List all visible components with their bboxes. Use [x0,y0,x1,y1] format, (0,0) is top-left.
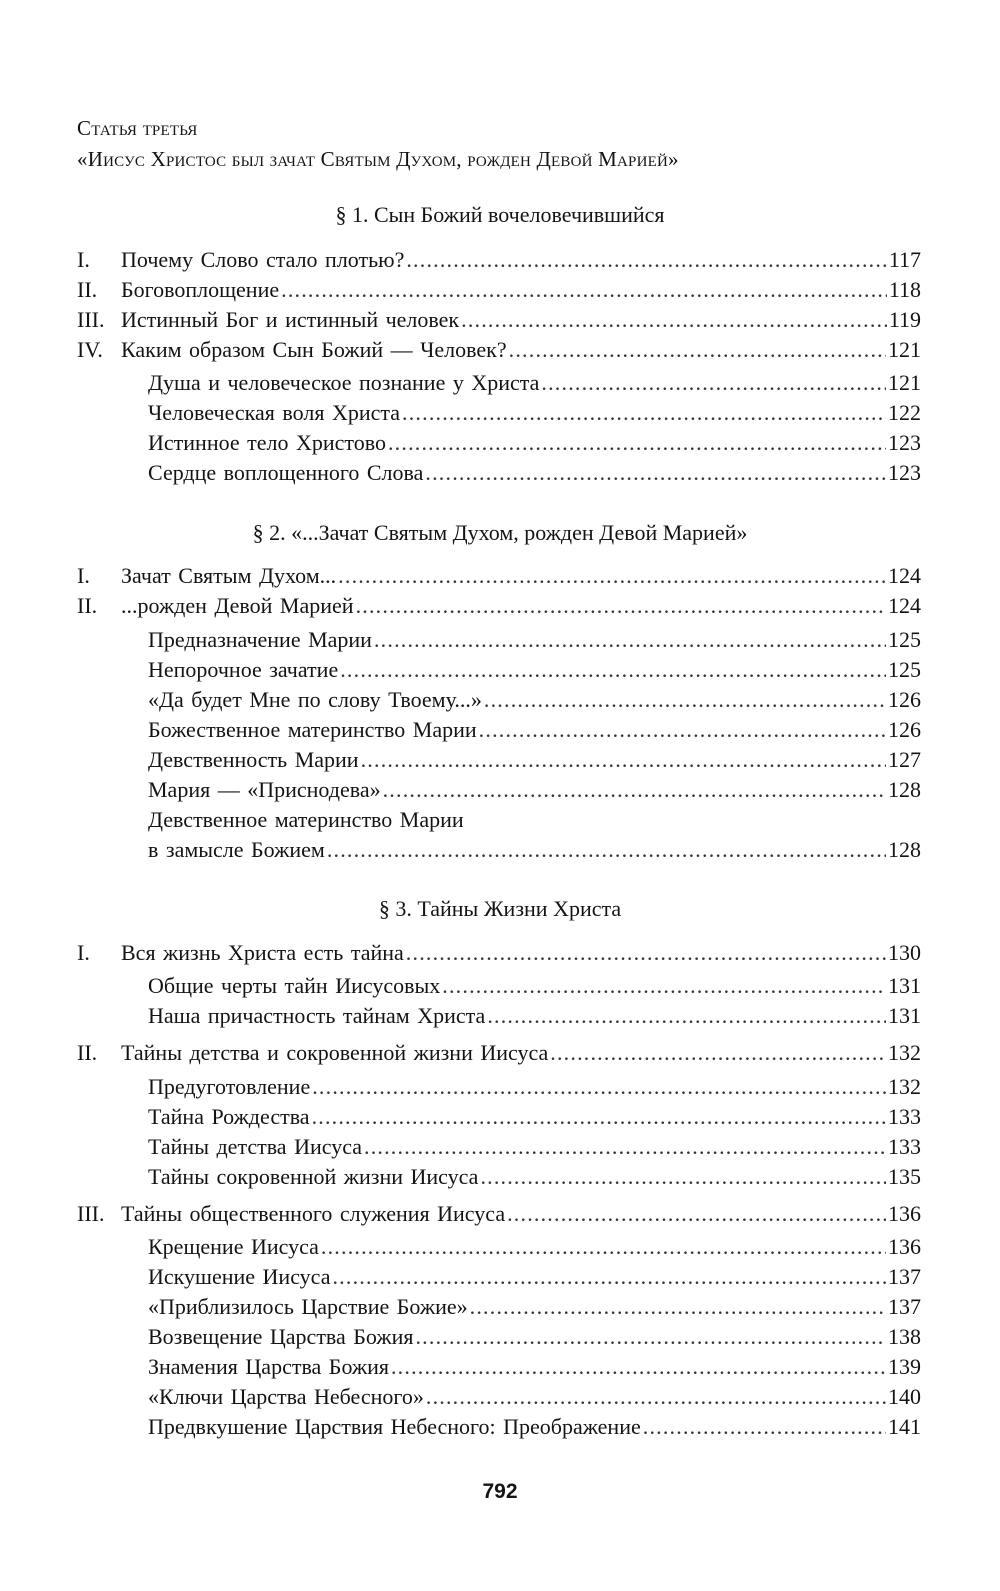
entry-title: Тайны общественного служения Иисуса [121,1201,506,1226]
entry-page: 123 [888,460,921,485]
entry-page: 130 [888,940,921,965]
entry-title: «Приблизилось Царствие Божие» [148,1294,468,1319]
entry-page: 125 [888,627,921,652]
entry-page: 133 [888,1104,921,1129]
toc-subentry[interactable] [148,1352,921,1382]
entry-title: Предвкушение Царствия Небесного: Преображение [148,1414,641,1439]
entry-page: 131 [888,1003,921,1028]
dot-leader [415,1322,886,1352]
entry-page: 128 [888,837,921,862]
entry-title-continuation: в замысле Божием [148,837,325,862]
dot-leader [338,561,886,591]
dot-leader [484,685,886,715]
section-title: § 1. Сын Божий вочеловечившийся [335,202,665,227]
entry-number: IV. [77,337,103,362]
entry-page: 119 [888,307,921,332]
toc-subentry[interactable] [148,715,921,745]
dot-leader [364,1132,886,1162]
toc-subentry[interactable] [148,1292,921,1322]
entry-title: Предназначение Марии [148,627,372,652]
entry-title: «Да будет Мне по слову Твоему...» [148,687,482,712]
toc-subentry[interactable] [148,1232,921,1262]
entry-page: 124 [888,593,921,618]
entry-title: Божественное материнство Марии [148,717,477,742]
entry-title: Сердце воплощенного Слова [148,460,424,485]
entry-title: ...рожден Девой Марией [121,593,354,618]
article-subtitle: «Иисус Христос был зачат Святым Духом, рожден Девой Марией» [77,147,679,171]
toc-subentry[interactable] [148,1322,921,1352]
toc-subentry[interactable] [148,775,921,805]
dot-leader [281,275,887,305]
toc-entry[interactable] [77,938,921,968]
entry-number: II. [77,593,98,618]
entry-number: III. [77,307,105,332]
toc-subentry[interactable] [148,428,921,458]
page-number: 792 [482,1480,518,1503]
dot-leader [312,1072,886,1102]
entry-title: Вся жизнь Христа есть тайна [121,940,404,965]
entry-page: 117 [888,247,921,272]
section-title: § 2. «...Зачат Святым Духом, рожден Девой Марией» [252,520,748,545]
entry-title: Душа и человеческое познание у Христа [148,370,540,395]
dot-leader [509,335,886,365]
entry-title: Почему Слово стало плотью? [121,247,405,272]
dot-leader [541,368,886,398]
toc-subentry[interactable] [148,1132,921,1162]
toc-subentry[interactable] [148,398,921,428]
dot-leader [643,1412,886,1442]
dot-leader [425,458,886,488]
dot-leader [470,1292,886,1322]
toc-subentry[interactable] [148,625,921,655]
entry-title: Каким образом Сын Божий — Человек? [121,337,507,362]
toc-entry[interactable] [77,591,921,621]
entry-page: 131 [888,973,921,998]
entry-title: Тайны сокровенной жизни Иисуса [148,1164,479,1189]
entry-page: 126 [888,687,921,712]
entry-title: Искушение Иисуса [148,1264,331,1289]
entry-number: I. [77,940,90,965]
dot-leader [356,591,886,621]
dot-leader [388,428,886,458]
entry-title: Тайна Рождества [148,1104,310,1129]
toc-subentry[interactable] [148,1262,921,1292]
dot-leader [507,1199,886,1229]
entry-page: 133 [888,1134,921,1159]
entry-number: II. [77,277,98,302]
entry-page: 122 [888,400,921,425]
dot-leader [442,971,886,1001]
entry-title[interactable]: Девственное материнство Марии [148,807,464,832]
entry-page: 138 [888,1324,921,1349]
dot-leader [321,1232,886,1262]
entry-title: Человеческая воля Христа [148,400,401,425]
toc-subentry[interactable] [148,685,921,715]
toc-entry[interactable] [77,561,921,591]
toc-entry[interactable] [77,305,921,335]
toc-entry[interactable] [77,275,921,305]
entry-title: Истинное тело Христово [148,430,386,455]
entry-number: III. [77,1201,105,1226]
dot-leader [479,715,886,745]
toc-subentry[interactable] [148,1162,921,1192]
entry-title: Боговоплощение [121,277,280,302]
entry-page: 135 [888,1164,921,1189]
toc-subentry[interactable] [148,1001,921,1031]
entry-page: 126 [888,717,921,742]
toc-subentry[interactable] [148,368,921,398]
toc-subentry[interactable] [148,1102,921,1132]
section-title: § 3. Тайны Жизни Христа [378,896,622,921]
entry-page: 132 [888,1040,921,1065]
dot-leader [374,625,886,655]
toc-subentry[interactable] [148,458,921,488]
dot-leader [361,745,886,775]
dot-leader [406,938,886,968]
dot-leader [406,245,886,275]
entry-title: Истинный Бог и истинный человек [121,307,460,332]
toc-subentry[interactable] [148,835,921,865]
entry-page: 121 [888,337,921,362]
toc-entry[interactable] [77,1038,921,1068]
entry-page: 125 [888,657,921,682]
entry-page: 136 [888,1234,921,1259]
entry-title: Общие черты тайн Иисусовых [148,973,441,998]
dot-leader [550,1038,886,1068]
toc-entry[interactable] [77,335,921,365]
entry-number: II. [77,1040,98,1065]
entry-page: 121 [888,370,921,395]
dot-leader [461,305,887,335]
entry-title: Зачат Святым Духом... [121,563,337,588]
dot-leader [332,1262,886,1292]
entry-title: Мария — «Приснодева» [148,777,381,802]
dot-leader [312,1102,886,1132]
entry-title: Тайны детства Иисуса [148,1134,362,1159]
dot-leader [426,1382,886,1412]
entry-title: Возвещение Царства Божия [148,1324,414,1349]
entry-page: 128 [888,777,921,802]
entry-number: I. [77,247,90,272]
entry-page: 136 [888,1201,921,1226]
entry-page: 124 [888,563,921,588]
entry-title: Непорочное зачатие [148,657,339,682]
entry-title: Знамения Царства Божия [148,1354,389,1379]
entry-page: 139 [888,1354,921,1379]
entry-title: Девственность Марии [148,747,359,772]
entry-page: 118 [888,277,921,302]
toc-subentry[interactable] [148,1382,921,1412]
entry-page: 123 [888,430,921,455]
entry-page: 132 [888,1074,921,1099]
toc-subentry[interactable] [148,655,921,685]
entry-page: 137 [888,1264,921,1289]
toc-entry[interactable] [77,245,921,275]
entry-title: Предуготовление [148,1074,311,1099]
entry-title: Наша причастность тайнам Христа [148,1003,486,1028]
entry-page: 140 [888,1384,921,1409]
entry-title: Тайны детства и сокровенной жизни Иисуса [121,1040,549,1065]
dot-leader [487,1001,886,1031]
dot-leader [327,835,886,865]
entry-page: 127 [888,747,921,772]
entry-page: 137 [888,1294,921,1319]
dot-leader [383,775,886,805]
toc-entry[interactable] [77,1199,921,1229]
entry-title: Крещение Иисуса [148,1234,319,1259]
entry-page: 141 [888,1414,921,1439]
dot-leader [480,1162,886,1192]
dot-leader [391,1352,886,1382]
entry-title: «Ключи Царства Небесного» [148,1384,424,1409]
toc-subentry[interactable] [148,745,921,775]
dot-leader [402,398,886,428]
toc-subentry[interactable] [148,971,921,1001]
toc-subentry[interactable] [148,1072,921,1102]
article-heading: Статья третья [77,116,198,140]
dot-leader [340,655,886,685]
entry-number: I. [77,563,90,588]
toc-subentry[interactable] [148,1412,921,1442]
